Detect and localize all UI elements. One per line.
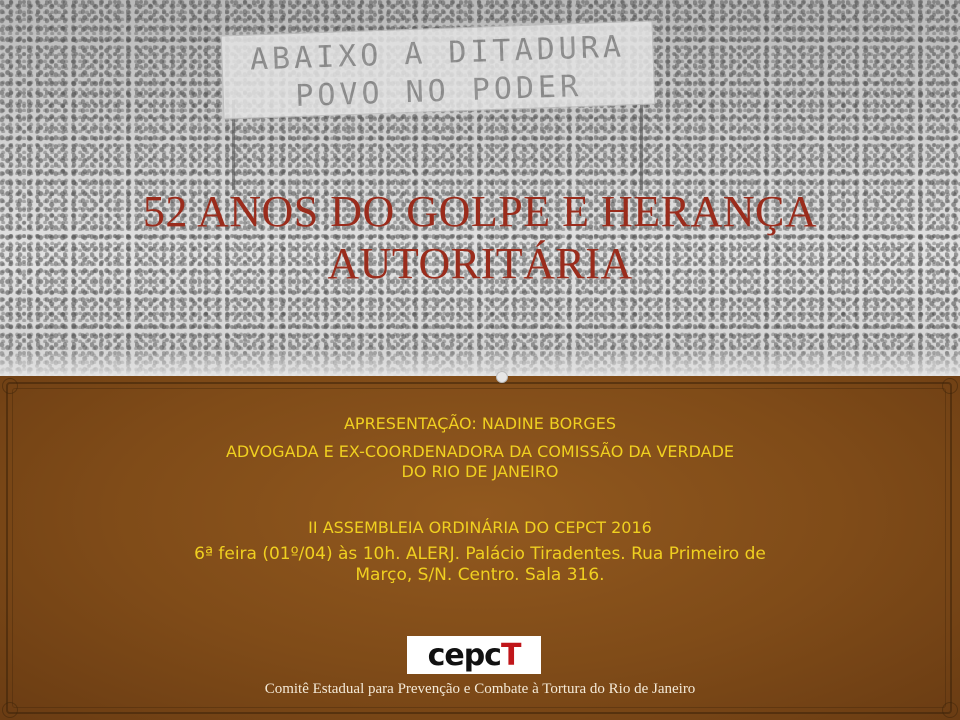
corner-ornament-bl — [2, 702, 18, 718]
slide-title: 52 ANOS DO GOLPE E HERANÇA AUTORITÁRIA — [142, 187, 818, 288]
presenter-line: APRESENTAÇÃO: NADINE BORGES — [343, 414, 617, 433]
banner-line-1: ABAIXO A DITADURA — [249, 29, 626, 78]
details-line-1: 6ª feira (01º/04) às 10h. ALERJ. Palácio Tiradentes. Rua Primeiro de — [194, 544, 766, 564]
protest-banner — [221, 20, 656, 119]
logo-text-main: cepc — [427, 637, 501, 673]
role-line-2: DO RIO DE JANEIRO — [401, 462, 559, 481]
divider-dot — [496, 371, 508, 383]
event-line: II ASSEMBLEIA ORDINÁRIA DO CEPCT 2016 — [308, 518, 652, 537]
banner-line-2: POVO NO PODER — [294, 68, 583, 114]
protest-banner-text — [222, 22, 655, 119]
corner-ornament-tr — [942, 378, 958, 394]
cepct-logo — [407, 636, 541, 674]
logo-text-accent: T — [500, 637, 521, 673]
footer-organization: Comitê Estadual para Prevenção e Combate à Tortura do Rio de Janeiro — [264, 681, 696, 697]
banner-pole-right — [640, 100, 643, 190]
corner-ornament-br — [942, 702, 958, 718]
corner-ornament-tl — [2, 378, 18, 394]
details-line-2: Março, S/N. Centro. Sala 316. — [355, 565, 605, 585]
role-line-1: ADVOGADA E EX-COORDENADORA DA COMISSÃO DA VERDADE — [225, 442, 735, 461]
